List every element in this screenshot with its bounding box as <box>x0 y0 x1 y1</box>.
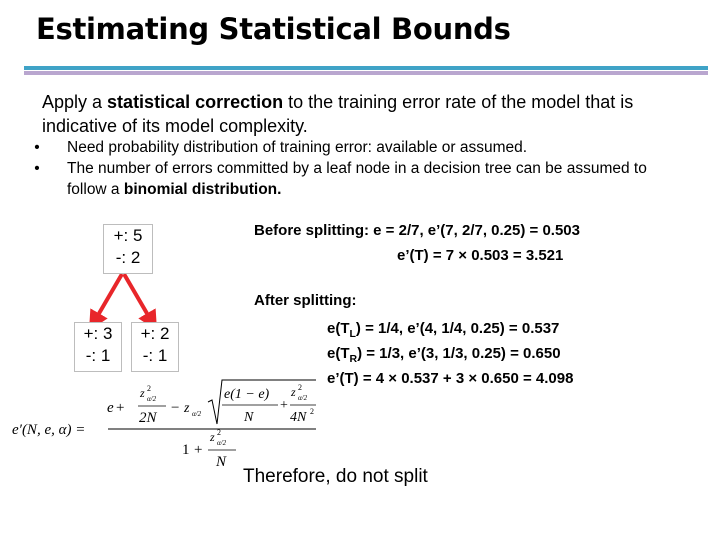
right-positive-count: +: 2 <box>140 324 170 343</box>
left-error-value: ) = 1/4, e’(4, 1/4, 0.25) = 0.537 <box>355 320 560 337</box>
bullet-text: The number of errors committed by a leaf node in a decision tree can be assumed to follow a <box>67 160 647 198</box>
bullet-bold: binomial distribution. <box>123 181 282 198</box>
left-negative-count: -: 1 <box>85 346 111 365</box>
left-error-label: e(T <box>327 320 350 337</box>
right-error-value: ) = 1/3, e’(3, 1/3, 0.25) = 0.650 <box>357 345 561 362</box>
conclusion-text: Therefore, do not split <box>243 466 428 487</box>
formula-lhs: e′(N, e, α) = <box>12 422 86 438</box>
page-title: Estimating Statistical Bounds <box>36 12 511 46</box>
title-rule-top <box>24 66 708 70</box>
formula-e-term: e(1 − e) <box>224 387 270 402</box>
bullet-list <box>27 137 687 200</box>
formula-plus-3: + <box>194 442 203 458</box>
bullet-marker: • <box>34 139 40 156</box>
right-error-label: e(T <box>327 345 350 362</box>
formula-4n2-sq: 2 <box>310 407 314 416</box>
intro-bold-term: statistical correction <box>107 92 284 112</box>
formula-z-sub: α/2 <box>217 439 227 447</box>
after-split-right <box>327 345 561 365</box>
formula-plus-2: + <box>280 398 288 413</box>
root-positive-count: +: 5 <box>113 226 143 245</box>
bullet-item <box>27 158 687 200</box>
formula-z-sub: α/2 <box>298 394 308 402</box>
before-split-line2: e’(T) = 7 × 0.503 = 3.521 <box>397 247 564 264</box>
formula-2n: 2N <box>139 410 157 426</box>
bullet-text: Need probability distribution of training error: available or assumed. <box>67 139 528 156</box>
after-split-total: e’(T) = 4 × 0.537 + 3 × 0.650 = 4.098 <box>327 370 574 387</box>
bullet-item <box>27 137 687 158</box>
right-subscript: R <box>349 353 358 365</box>
intro-text-start: Apply a <box>42 92 108 112</box>
formula-z-sq: 2 <box>217 428 221 437</box>
formula-n: N <box>216 454 227 470</box>
formula-z: z <box>291 385 296 399</box>
formula-z-sq: 2 <box>147 384 151 393</box>
formula-one: 1 <box>182 442 190 458</box>
right-branch-arrow <box>124 274 152 322</box>
formula-z-sq: 2 <box>298 383 302 392</box>
tree-left-leaf <box>74 322 122 372</box>
formula-4n2: 4N <box>290 410 307 425</box>
formula-plus-1: + <box>116 400 125 416</box>
tree-root-node <box>103 224 153 274</box>
formula-minus: − <box>171 400 180 416</box>
error-bound-formula <box>10 374 330 474</box>
bullet-marker: • <box>34 160 40 177</box>
formula-z: z <box>184 401 190 416</box>
root-negative-count: -: 2 <box>115 248 141 267</box>
intro-text-end: to the training error rate of the model that is indicative of its model complexity. <box>42 92 634 136</box>
formula-z-sub: α/2 <box>147 395 157 403</box>
formula-e: e <box>107 400 114 416</box>
intro-paragraph <box>42 90 682 138</box>
formula-z: z <box>210 430 215 444</box>
formula-z-sub: α/2 <box>192 410 202 418</box>
tree-right-leaf <box>131 322 179 372</box>
left-subscript: L <box>349 328 356 340</box>
left-branch-arrow <box>94 274 122 322</box>
after-split-heading: After splitting: <box>254 292 357 309</box>
title-rule-bottom <box>24 71 708 75</box>
right-negative-count: -: 1 <box>142 346 168 365</box>
after-split-left <box>327 320 559 340</box>
left-positive-count: +: 3 <box>83 324 113 343</box>
formula-z: z <box>140 386 145 400</box>
formula-n: N <box>244 410 254 425</box>
before-split-line1: Before splitting: e = 2/7, e’(7, 2/7, 0.25) = 0.503 <box>254 222 580 239</box>
